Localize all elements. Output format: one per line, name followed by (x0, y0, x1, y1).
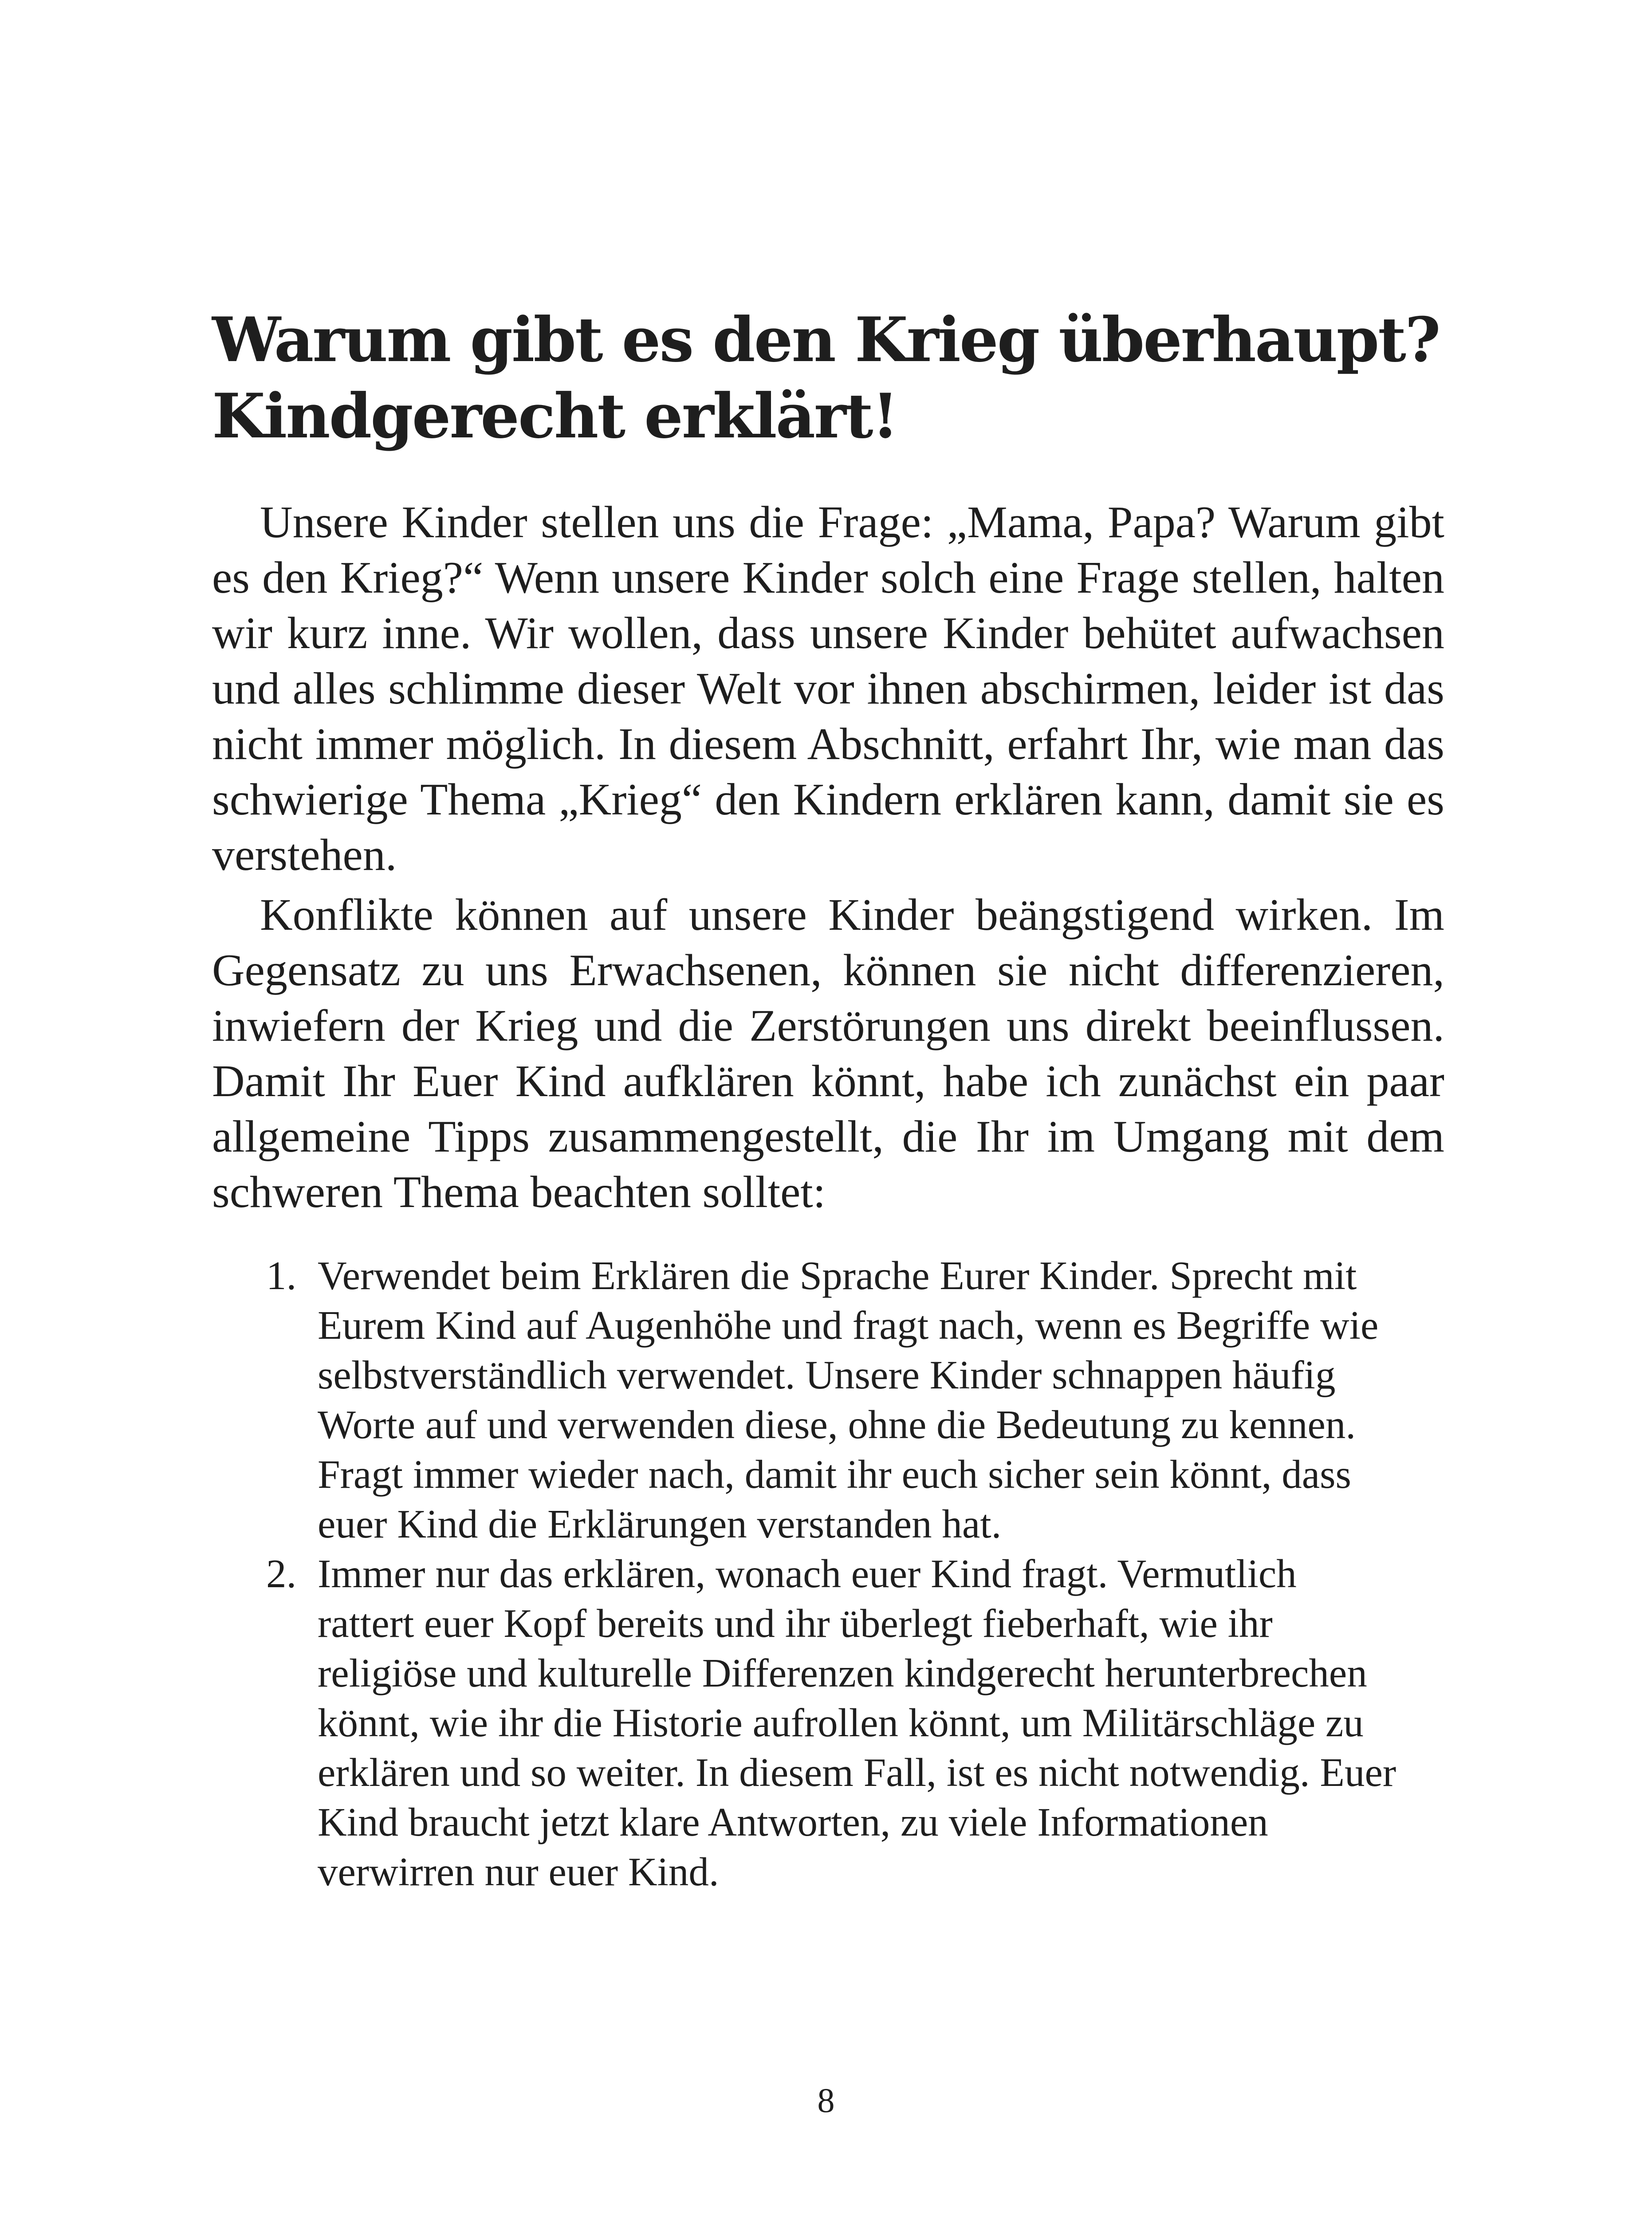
tip-text: Immer nur das erklären, wonach euer Kind fragt. Vermutlich rattert euer Kopf bereits und ihr überlegt fieberhaft, wie ihr religiöse und kulturelle Differenzen kindgerecht herunterbrechen könnt, wie ihr die Historie aufrollen könnt, um Militärschläge zu erklären und so weiter. In diesem Fall, ist es nicht notwendig. Euer Kind braucht jetzt klare Antworten, zu viele Informationen verwirren nur euer Kind. (318, 1551, 1396, 1894)
page-number: 8 (817, 2081, 835, 2120)
intro-paragraph: Unsere Kinder stellen uns die Frage: „Mama, Papa? Warum gibt es den Krieg?“ Wenn unsere Kinder solch eine Frage stellen, halten wir kurz inne. Wir wollen, dass unsere Kinder behütet aufwachsen und alles schlimme dieser Welt vor ihnen abschirmen, leider ist das nicht immer möglich. In diesem Abschnitt, erfahrt Ihr, wie man das schwierige Thema „Krieg“ den Kindern erklären kann, damit sie es verstehen. (212, 497, 1444, 880)
chapter-title-line-2: Kindgerecht erklärt! (212, 380, 898, 452)
tip-number: 2. (266, 1551, 297, 1596)
conflict-paragraph: Konflikte können auf unsere Kinder beängstigend wirken. Im Gegensatz zu uns Erwachsenen, können sie nicht differenzieren, inwiefern der Krieg und die Zerstörungen uns direkt beeinflussen. Damit Ihr Euer Kind aufklären könnt, habe ich zunächst ein paar allgemeine Tipps zusammengestellt, die Ihr im Umgang mit dem schweren Thema beachten solltet: (212, 890, 1444, 1217)
tip-number: 1. (266, 1253, 297, 1298)
tip-item (266, 1251, 1402, 1549)
tips-list (266, 1251, 1402, 1897)
chapter-title-line-1: Warum gibt es den Krieg überhaupt? (212, 303, 1440, 376)
tip-text: Verwendet beim Erklären die Sprache Eurer Kinder. Sprecht mit Eurem Kind auf Augenhöhe und fragt nach, wenn es Begriffe wie selbstverständlich verwendet. Unsere Kinder schnappen häufig Worte auf und verwenden diese, ohne die Bedeutung zu kennen. Fragt immer wieder nach, damit ihr euch sicher sein könnt, dass euer Kind die Erklärungen verstanden hat. (318, 1253, 1379, 1546)
tip-item (266, 1549, 1402, 1897)
chapter-title (212, 302, 1454, 454)
